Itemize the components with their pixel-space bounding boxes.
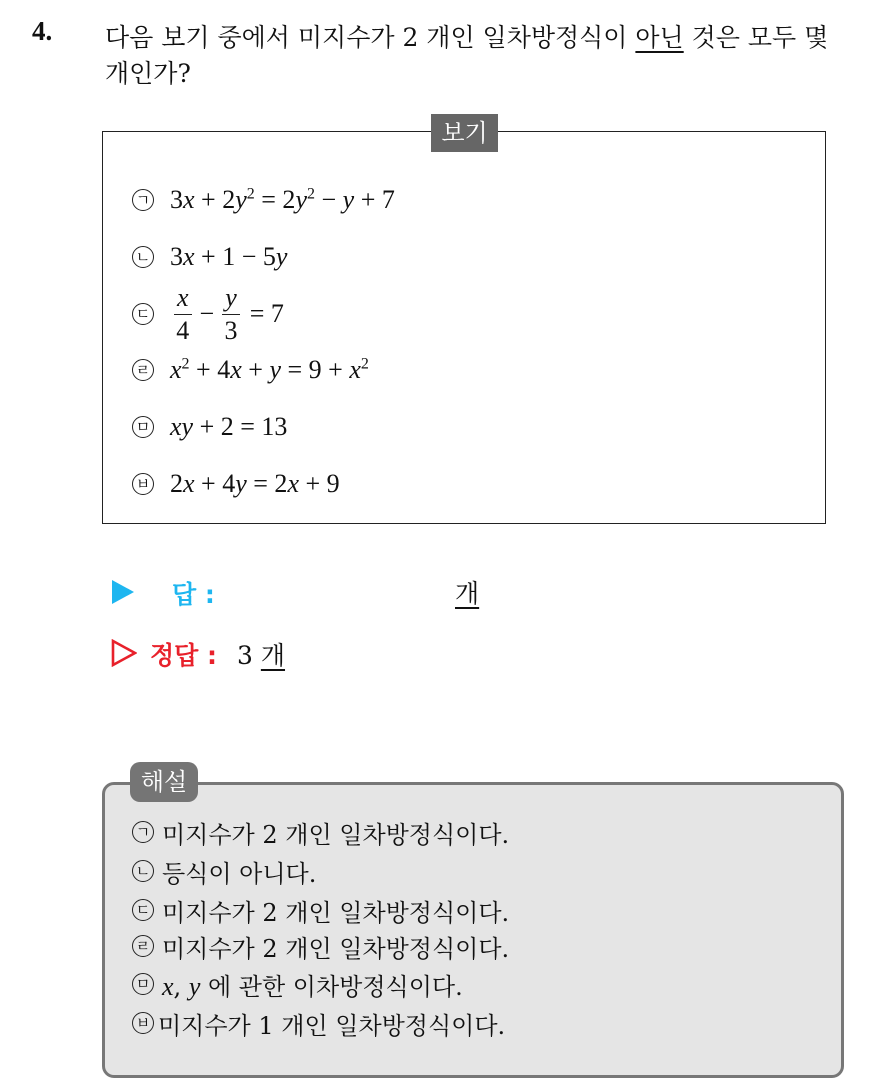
circled-marker: ㅂ [132, 1012, 154, 1034]
variable-x: x [162, 971, 174, 1001]
equation: $x^2 + 4x + y = 9 + x^2$ [170, 355, 369, 384]
play-arrow-icon [112, 580, 134, 604]
equation: $\frac{x}{4}$ − $\frac{y}{3}$ = 7 [170, 285, 284, 344]
answer-unit: 개 [455, 579, 480, 608]
circled-marker: ㄴ [132, 860, 154, 882]
bogi-item [132, 180, 395, 220]
correct-answer-value [237, 636, 285, 672]
circled-marker: ㅁ [132, 416, 154, 438]
bogi-item [132, 237, 287, 277]
explanation-line [132, 928, 509, 964]
question-text-part: 다음 보기 중에서 미지수가 2 개인 일차방정식이 [105, 23, 636, 52]
explanation-text [162, 967, 463, 1002]
question-text-line-2: 개인가? [105, 59, 191, 88]
circled-marker: ㄱ [132, 821, 154, 843]
question-number: 4. [32, 16, 53, 46]
correct-answer-number: 3 [237, 641, 253, 670]
fraction: $\frac{x}{4}$ [174, 285, 192, 344]
bogi-item [132, 407, 287, 447]
explanation-line [132, 892, 509, 928]
explanation-line [132, 814, 509, 850]
answer-label: 답 : [172, 580, 215, 609]
circled-marker: ㅁ [132, 973, 154, 995]
equation: 2x + 4y = 2x + 9 [170, 469, 340, 498]
correct-answer-unit: 개 [260, 641, 286, 670]
equation: 3x + 1 − 5y [170, 242, 288, 271]
explanation-text-rest: 에 관한 이차방정식이다. [200, 972, 463, 1001]
explanation-line [132, 1005, 505, 1041]
separator: , [173, 972, 189, 1001]
circled-marker: ㄴ [132, 246, 154, 268]
bogi-title: 보기 [431, 114, 498, 152]
explanation-line [132, 853, 316, 889]
equation: xy + 2 = 13 [170, 412, 288, 441]
circled-marker: ㄷ [132, 303, 154, 325]
explanation-text: 미지수가 2 개인 일차방정식이다. [162, 934, 510, 963]
fraction: $\frac{y}{3}$ [222, 285, 240, 344]
circled-marker: ㄱ [132, 189, 154, 211]
correct-answer-label: 정답 : [150, 641, 218, 670]
question-emphasis-underlined: 아닌 [635, 23, 684, 52]
explanation-text: 미지수가 2 개인 일차방정식이다. [162, 820, 510, 849]
explanation-text: 미지수가 2 개인 일차방정식이다. [162, 898, 510, 927]
circled-marker: ㄹ [132, 935, 154, 957]
explanation-title: 해설 [130, 762, 198, 802]
circled-marker: ㄹ [132, 359, 154, 381]
explanation-line [132, 966, 463, 1002]
bogi-item [132, 464, 340, 504]
question-text-part: 것은 모두 몇 [683, 23, 829, 52]
variable-y: y [188, 971, 201, 1001]
bogi-item [132, 282, 284, 345]
bogi-item [132, 350, 369, 390]
circled-marker: ㄷ [132, 899, 154, 921]
explanation-text: 등식이 아니다. [162, 859, 317, 888]
circled-marker: ㅂ [132, 473, 154, 495]
question-text-line-1 [105, 18, 828, 54]
outline-arrow-icon [111, 639, 137, 667]
equation: $3x + 2y^2 = 2y^2 - y + 7$ [170, 185, 395, 214]
explanation-text: 미지수가 1 개인 일차방정식이다. [158, 1011, 506, 1040]
